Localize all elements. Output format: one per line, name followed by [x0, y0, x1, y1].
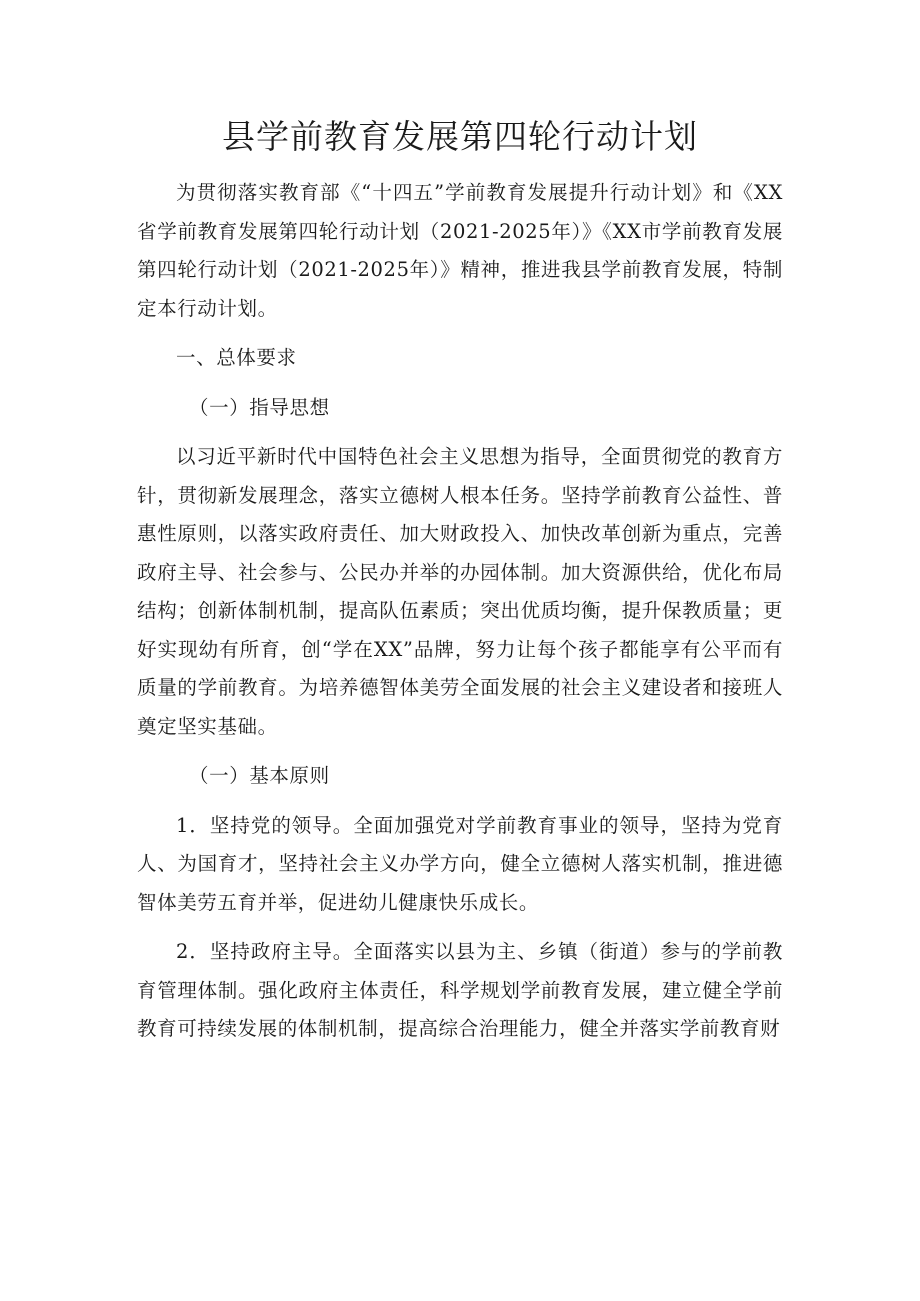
subsection-heading-guiding-ideology: （一）指导思想: [189, 395, 330, 419]
principle-1-paragraph: 1．坚持党的领导。全面加强党对学前教育事业的领导，坚持为党育人、为国育才，坚持社会主义办学方向，健全立德树人落实机制，推进德智体美劳五育并举，促进幼儿健康快乐成长。: [137, 813, 783, 914]
document-title: 县学前教育发展第四轮行动计划: [222, 117, 698, 156]
principle-2-paragraph: 2．坚持政府主导。全面落实以县为主、乡镇（街道）参与的学前教育管理体制。强化政府主体责任，科学规划学前教育发展，建立健全学前教育可持续发展的体制机制，提高综合治理能力，健全并落实学前教育财: [137, 940, 783, 1040]
subsection-heading-basic-principles: （一）基本原则: [189, 764, 330, 787]
guiding-ideology-paragraph: 以习近平新时代中国特色社会主义思想为指导，全面贯彻党的教育方针，贯彻新发展理念，落实立德树人根本任务。坚持学前教育公益性、普惠性原则，以落实政府责任、加大财政投入、加快改革创新为重点，完善政府主导、社会参与、公民办并举的办园体制。加大资源供给，优化布局结构；创新体制机制，提高队伍素质；突出优质均衡，提升保教质量；更好实现幼有所育，创“学在XX”品牌，努力让每个孩子都能享有公平而有质量的学前教育。为培养德智体美劳全面发展的社会主义建设者和接班人奠定坚实基础。: [137, 445, 783, 738]
intro-paragraph: 为贯彻落实教育部《“十四五”学前教育发展提升行动计划》和《XX省学前教育发展第四轮行动计划（2021-2025年）》《XX市学前教育发展第四轮行动计划（2021-2025年）》精神，推进我县学前教育发展，特制定本行动计划。: [137, 181, 783, 320]
document-body: [137, 174, 783, 1060]
section-heading-general-requirements: 一、总体要求: [176, 346, 297, 369]
